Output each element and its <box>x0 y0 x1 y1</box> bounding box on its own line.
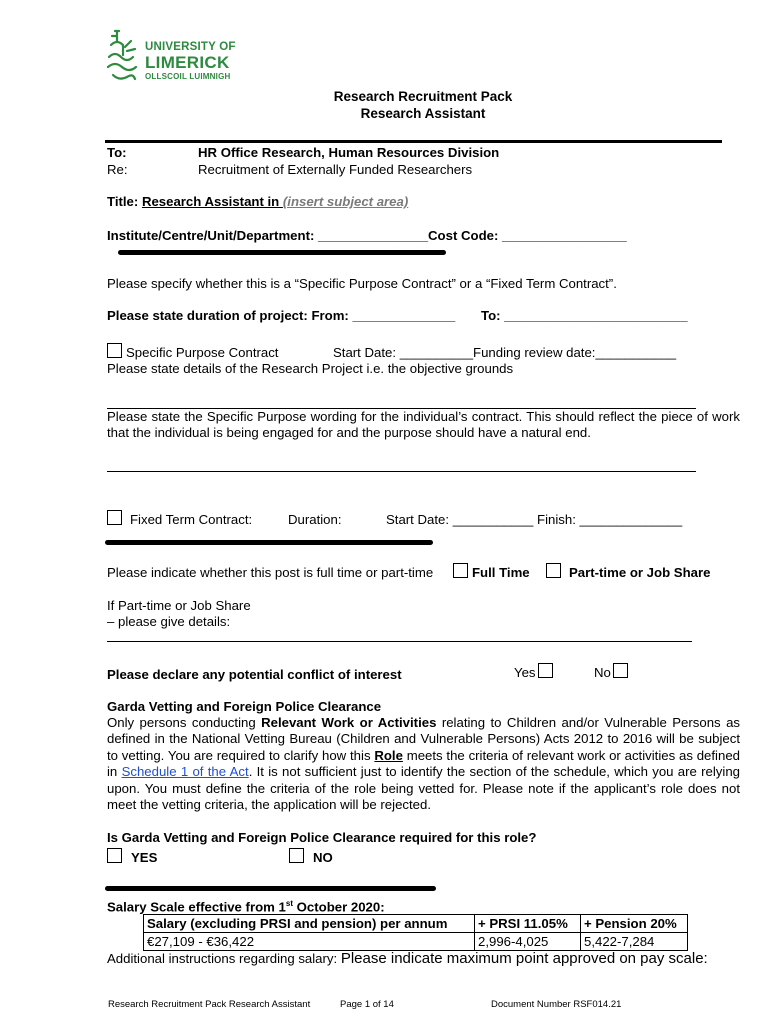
logo-crest-icon <box>105 27 143 87</box>
give-details-text: – please give details: <box>107 614 231 629</box>
salary-value-row <box>144 933 688 951</box>
garda-text-1: Only persons conducting <box>107 715 262 730</box>
if-part-time-text: If Part-time or Job Share <box>107 598 251 613</box>
garda-yes-label: YES <box>131 850 158 865</box>
page-subtitle: Research Assistant <box>360 106 486 121</box>
title-placeholder: (insert subject area) <box>282 194 409 209</box>
conflict-no-checkbox[interactable] <box>613 663 628 678</box>
salary-instructions-large: Please indicate maximum point approved on pay scale: <box>340 950 708 967</box>
salary-heading-date: October 2020: <box>293 899 385 915</box>
university-logo <box>105 27 245 89</box>
title-label: Title: <box>107 194 142 209</box>
part-time-details-line[interactable] <box>107 641 692 642</box>
specific-start-date[interactable]: Start Date: __________Funding review date:___________ <box>333 345 677 360</box>
fixed-term-checkbox[interactable] <box>107 510 122 525</box>
garda-no-option[interactable] <box>289 848 333 865</box>
full-time-option[interactable] <box>453 563 530 580</box>
conflict-yes-checkbox[interactable] <box>538 663 553 678</box>
footer-page-number: Page 1 of 14 <box>340 999 394 1010</box>
full-time-checkbox[interactable] <box>453 563 468 578</box>
fixed-duration[interactable]: Duration: <box>288 512 342 527</box>
garda-role: Role <box>374 747 403 763</box>
post-question: Please indicate whether this post is full time or part-time <box>107 565 434 580</box>
page-title: Research Recruitment Pack <box>333 89 513 104</box>
salary-instructions <box>107 950 708 967</box>
to-label: To: <box>107 145 127 160</box>
logo-line-3: OLLSCOIL LUIMNIGH <box>145 72 231 81</box>
specific-purpose-option[interactable] <box>107 343 278 360</box>
garda-paragraph <box>107 715 740 813</box>
part-time-label: Part-time or Job Share <box>569 565 711 580</box>
title-field[interactable] <box>107 194 408 209</box>
garda-no-checkbox[interactable] <box>289 848 304 863</box>
conflict-yes-option[interactable] <box>514 663 557 680</box>
section-rule-1 <box>118 250 446 255</box>
fixed-term-option[interactable] <box>107 510 252 527</box>
footer-doc-title: Research Recruitment Pack Research Assistant <box>108 999 311 1010</box>
title-value: Research Assistant in <box>141 194 283 209</box>
salary-heading <box>107 899 385 914</box>
garda-relevant-work: Relevant Work or Activities <box>261 715 437 730</box>
pension-value-cell: 5,422-7,284 <box>581 933 688 951</box>
pension-header-cell: + Pension 20% <box>581 915 688 933</box>
salary-header-cell: Salary (excluding PRSI and pension) per annum <box>144 915 475 933</box>
section-rule-2 <box>105 540 433 545</box>
part-time-option[interactable] <box>546 563 710 580</box>
logo-line-2: LIMERICK <box>145 53 230 72</box>
salary-header-row <box>144 915 688 933</box>
specific-purpose-label: Specific Purpose Contract <box>126 345 279 360</box>
salary-instructions-text: Additional instructions regarding salary: <box>107 951 341 966</box>
wording-answer-line[interactable] <box>107 471 696 472</box>
salary-table <box>143 914 688 951</box>
garda-yes-checkbox[interactable] <box>107 848 122 863</box>
re-label: Re: <box>107 162 128 177</box>
specific-purpose-checkbox[interactable] <box>107 343 122 358</box>
institute-field[interactable] <box>107 228 627 243</box>
garda-text-4: . It is not sufficient just to identify the section of the schedule, which you are relying upon. You must define the criteria of the role being vetted for. Please note if the applicant’s role does not meet the vetting criteria, the application will be rejected. <box>107 764 740 813</box>
details-text: Please state details of the Research Project i.e. the objective grounds <box>107 361 514 376</box>
footer-doc-number: Document Number RSF014.21 <box>491 999 622 1010</box>
garda-text-3: meets the criteria of relevant work or activities as defined in <box>107 747 740 780</box>
full-time-label: Full Time <box>472 565 530 580</box>
contract-specify-text: Please specify whether this is a “Specific Purpose Contract” or a “Fixed Term Contract”. <box>107 276 617 291</box>
cost-code-label: Cost Code: _________________ <box>428 228 627 243</box>
part-time-checkbox[interactable] <box>546 563 561 578</box>
duration-from[interactable]: Please state duration of project: From: ______________ <box>107 308 456 323</box>
garda-no-label: NO <box>313 850 333 865</box>
fixed-start-finish[interactable]: Start Date: ___________ Finish: ______________ <box>386 512 683 527</box>
salary-heading-sup: st <box>285 899 293 908</box>
salary-value-cell: €27,109 - €36,422 <box>144 933 475 951</box>
garda-yes-option[interactable] <box>107 848 157 865</box>
to-value: HR Office Research, Human Resources Division <box>198 145 500 160</box>
section-rule-3 <box>105 886 436 891</box>
prsi-header-cell: + PRSI 11.05% <box>475 915 581 933</box>
wording-text: Please state the Specific Purpose wording for the individual’s contract. This should reflect the piece of work that the individual is being engaged for and the purpose should have a natural end. <box>107 409 740 441</box>
re-value: Recruitment of Externally Funded Researchers <box>198 162 473 177</box>
duration-to[interactable]: To: _________________________ <box>481 308 688 323</box>
header-rule <box>105 140 722 143</box>
fixed-term-label: Fixed Term Contract: <box>130 512 253 527</box>
salary-heading-text: Salary Scale effective from 1 <box>107 899 286 915</box>
conflict-no-option[interactable] <box>594 663 632 680</box>
conflict-no-label: No <box>594 665 611 680</box>
prsi-value-cell: 2,996-4,025 <box>475 933 581 951</box>
institute-label: Institute/Centre/Unit/Department: _______________ <box>107 228 429 243</box>
schedule-link[interactable]: Schedule 1 of the Act <box>121 764 249 780</box>
conflict-question: Please declare any potential conflict of interest <box>107 667 402 682</box>
logo-line-1: UNIVERSITY OF <box>145 41 236 53</box>
garda-question: Is Garda Vetting and Foreign Police Clearance required for this role? <box>107 830 537 845</box>
garda-heading: Garda Vetting and Foreign Police Clearance <box>107 699 382 714</box>
conflict-yes-label: Yes <box>514 665 536 680</box>
garda-text-2: relating to Children and/or Vulnerable Persons as defined in the National Vetting Bureau (Children and Vulnerable Persons) Acts 2012 to 2016 will be subject to vetting. You are required to clarify how this <box>107 715 740 763</box>
